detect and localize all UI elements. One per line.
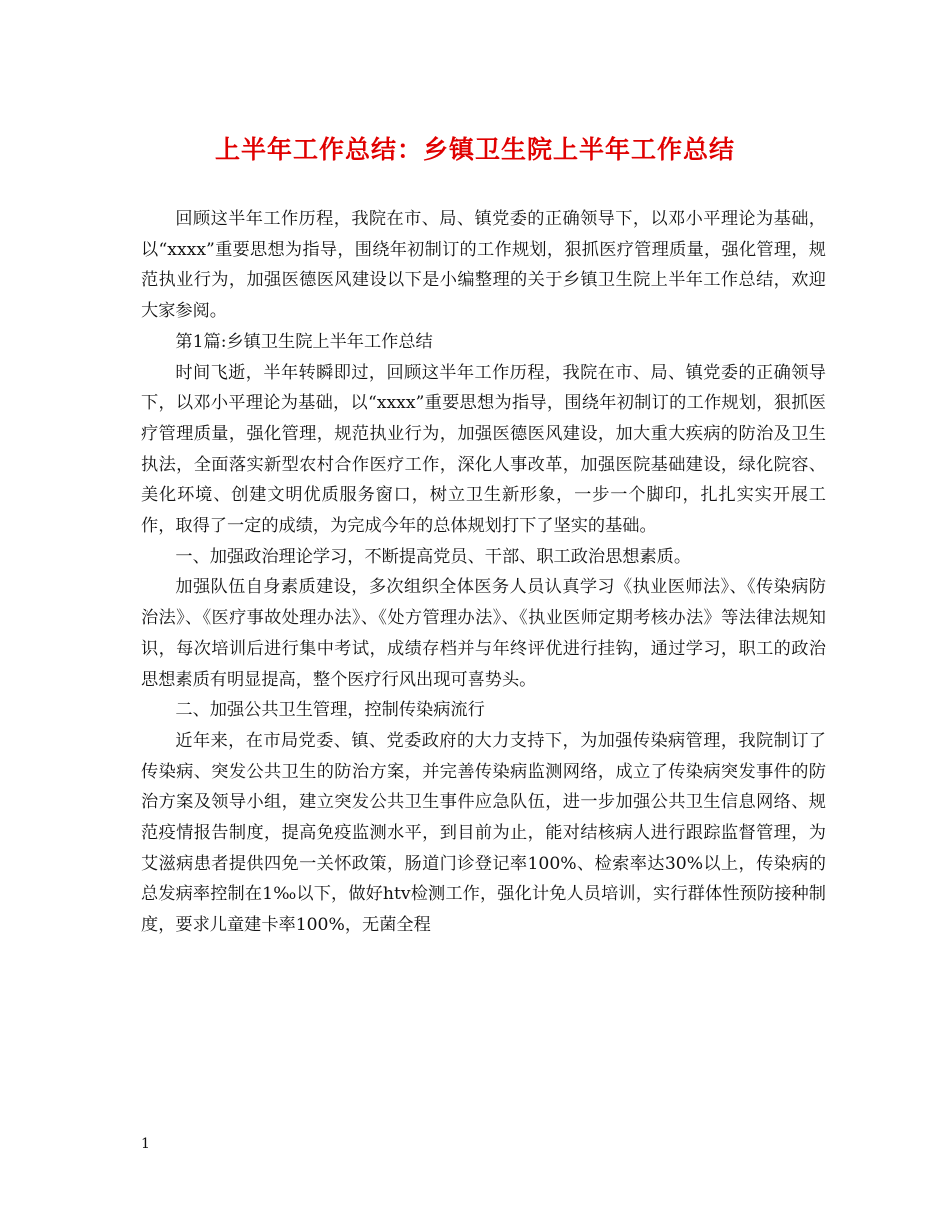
- document-title: 上半年工作总结：乡镇卫生院上半年工作总结: [214, 135, 735, 164]
- body-paragraph: 时间飞逝，半年转瞬即过，回顾这半年工作历程，我院在市、局、镇党委的正确领导下，以邓小平理论为基础，以“xxxx”重要思想为指导，围绕年初制订的工作规划，狠抓医疗管理质量，强化管理，规范执业行为，加强医德医风建设，加大重大疾病的防治及卫生执法，全面落实新型农村合作医疗工作，深化人事改革，加强医院基础建设，绿化院容、美化环境、创建文明优质服务窗口，树立卫生新形象，一步一个脚印，扎扎实实开展工作，取得了一定的成绩，为完成今年的总体规划打下了坚实的基础。: [141, 362, 826, 537]
- page-number: 1: [141, 1136, 150, 1152]
- document-body: [141, 204, 826, 941]
- intro-paragraph: 回顾这半年工作历程，我院在市、局、镇党委的正确领导下，以邓小平理论为基础，以“xxxx”重要思想为指导，围绕年初制订的工作规划，狠抓医疗管理质量，强化管理，规范执业行为，加强医德医风建设以下是小编整理的关于乡镇卫生院上半年工作总结，欢迎大家参阅。: [141, 209, 826, 322]
- body-paragraph: 加强队伍自身素质建设，多次组织全体医务人员认真学习《执业医师法》、《传染病防治法》、《医疗事故处理办法》、《处方管理办法》、《执业医师定期考核办法》等法律法规知识，每次培训后进行集中考试，成绩存档并与年终评优进行挂钩，通过学习，职工的政治思想素质有明显提高，整个医疗行风出现可喜势头。: [141, 577, 826, 690]
- section-heading-public-health: 二、加强公共卫生管理，控制传染病流行: [175, 700, 485, 721]
- body-paragraph: 近年来，在市局党委、镇、党委政府的大力支持下，为加强传染病管理，我院制订了传染病、突发公共卫生的防治方案，并完善传染病监测网络，成立了传染病突发事件的防治方案及领导小组，建立突发公共卫生事件应急队伍，进一步加强公共卫生信息网络、规范疫情报告制度，提高免疫监测水平，到目前为止，能对结核病人进行跟踪监督管理，为艾滋病患者提供四免一关怀政策，肠道门诊登记率100%、检索率达30%以上，传染病的总发病率控制在1‰以下，做好htv检测工作，强化计免人员培训，实行群体性预防接种制度，要求儿童建卡率100%，无菌全程: [141, 730, 826, 936]
- section-heading-part-1: 第1篇:乡镇卫生院上半年工作总结: [175, 331, 433, 352]
- section-heading-political-study: 一、加强政治理论学习，不断提高党员、干部、职工政治思想素质。: [175, 546, 692, 567]
